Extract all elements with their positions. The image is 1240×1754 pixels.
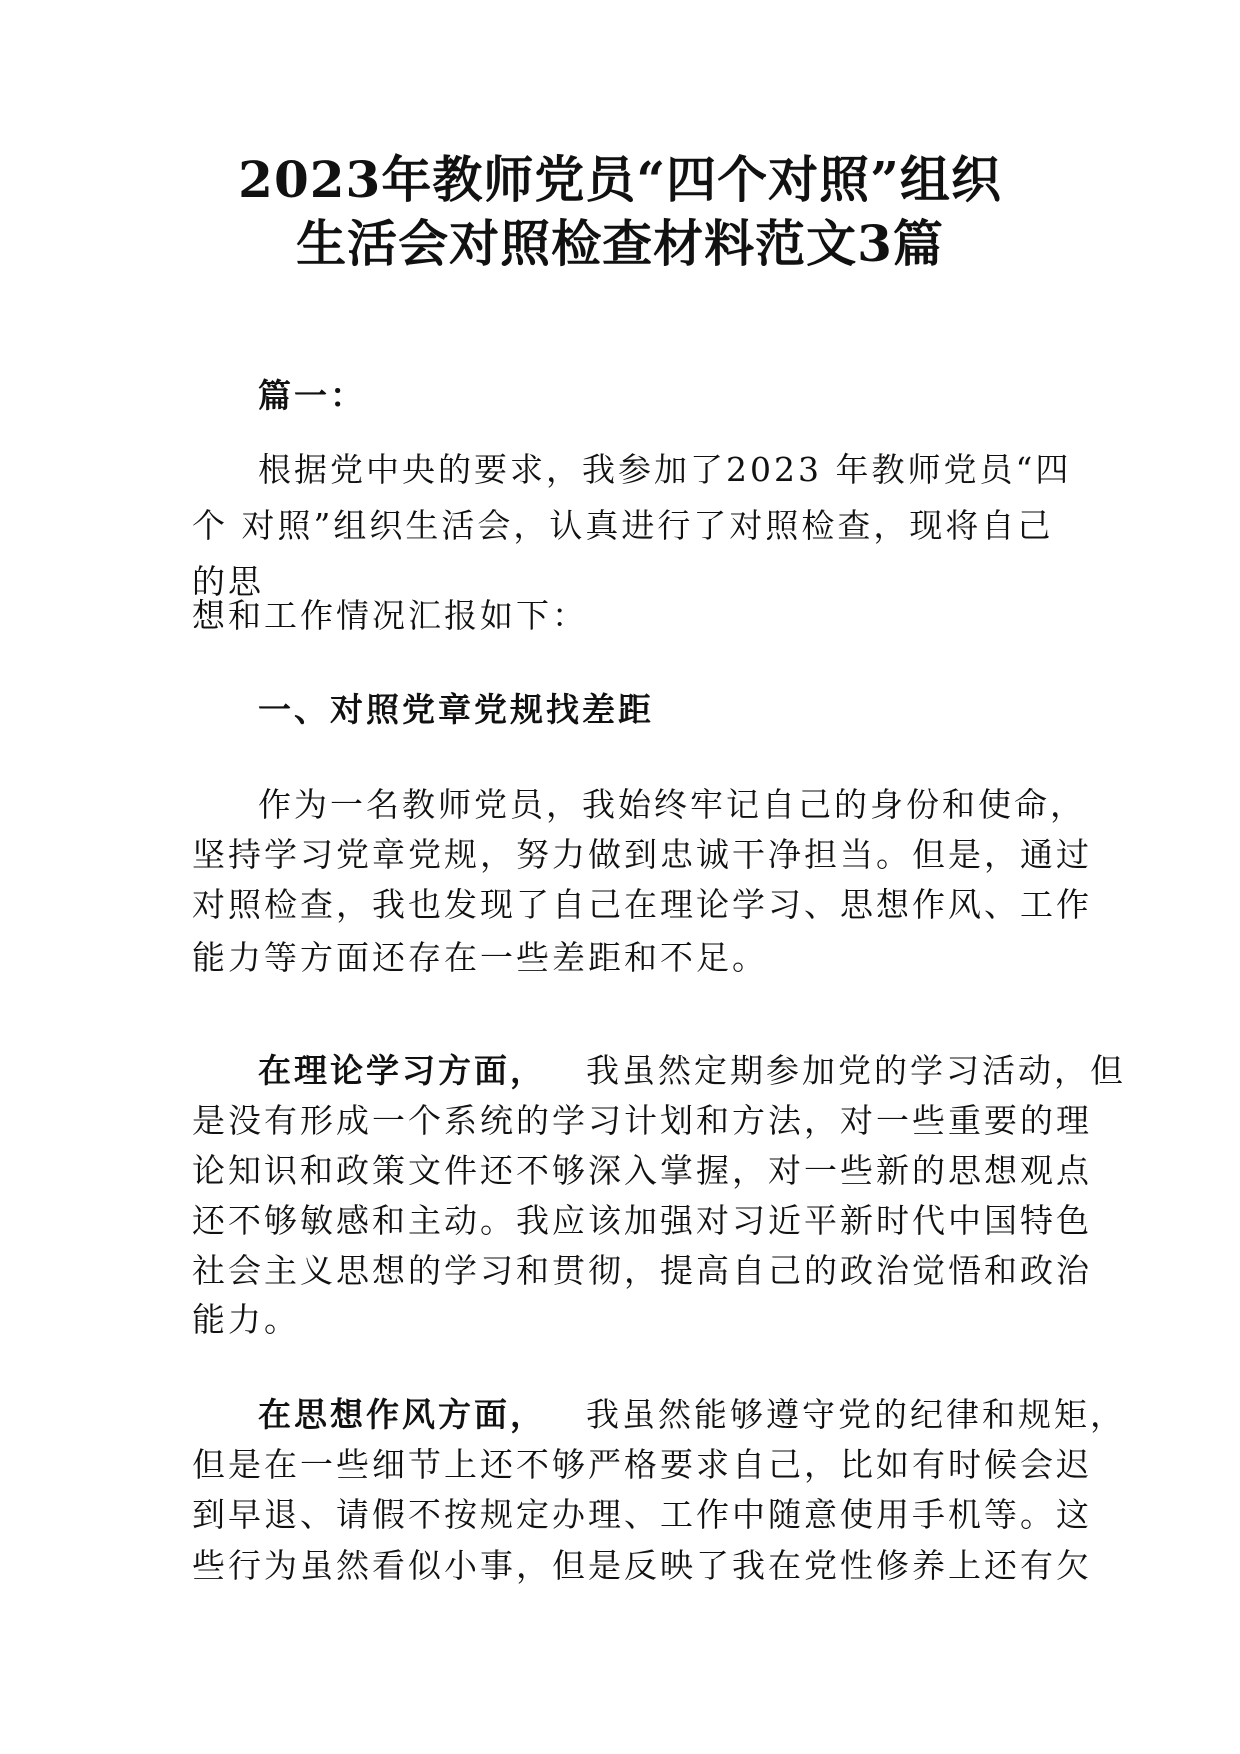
para2-line-2: 是没有形成一个系统的学习计划和方法，对一些重要的理 [192,1101,1092,1140]
para1-line-3: 对照检查，我也发现了自己在理论学习、思想作风、工作 [192,885,1092,924]
para3-lead: 在思想作风方面， [258,1395,546,1434]
document-title [150,148,1090,276]
para2-line-3: 论知识和政策文件还不够深入掌握，对一些新的思想观点 [192,1151,1092,1190]
intro-line-2: 个 对照”组织生活会，认真进行了对照检查，现将自己 [192,506,1054,545]
para1-line-2: 坚持学习党章党规，努力做到忠诚干净担当。但是，通过 [192,835,1092,874]
paragraph-1 [192,780,1092,930]
para2-first-line: 我虽然定期参加党的学习活动，但 [586,1051,1126,1090]
para2-lead: 在理论学习方面， [258,1051,546,1090]
para3-line-4: 些行为虽然看似小事，但是反映了我在党性修养上还有欠 [192,1546,1092,1585]
paragraph-2 [192,1046,1126,1296]
para3-line-2: 但是在一些细节上还不够严格要求自己，比如有时候会迟 [192,1445,1092,1484]
title-line-1: 2023年教师党员“四个对照”组织 [238,150,1002,209]
para3-line-3: 到早退、请假不按规定办理、工作中随意使用手机等。这 [192,1495,1092,1534]
para2-line-1 [192,1046,1126,1096]
intro-line-3: 的思 [192,562,264,601]
intro-line-1: 根据党中央的要求，我参加了2023 年教师党员“四 [258,450,1072,489]
para1-line-1: 作为一名教师党员，我始终牢记自己的身份和使命， [258,785,1086,824]
para2-line-5: 社会主义思想的学习和贯彻，提高自己的政治觉悟和政治 [192,1251,1092,1290]
para3-line-1 [192,1390,1126,1440]
para3-first-line: 我虽然能够遵守党的纪律和规矩， [586,1395,1126,1434]
para2-line-4: 还不够敏感和主动。我应该加强对习近平新时代中国特色 [192,1201,1092,1240]
section-label: 篇一： [258,376,366,415]
intro-paragraph [192,442,1072,610]
title-line-2: 生活会对照检查材料范文3篇 [296,214,944,273]
paragraph-3 [192,1390,1126,1540]
heading-1: 一、对照党章党规找差距 [258,690,654,729]
intro-line-4: 想和工作情况汇报如下： [192,596,588,635]
para1-line-4: 能力等方面还存在一些差距和不足。 [192,938,768,977]
para2-line-6: 能力。 [192,1300,300,1339]
